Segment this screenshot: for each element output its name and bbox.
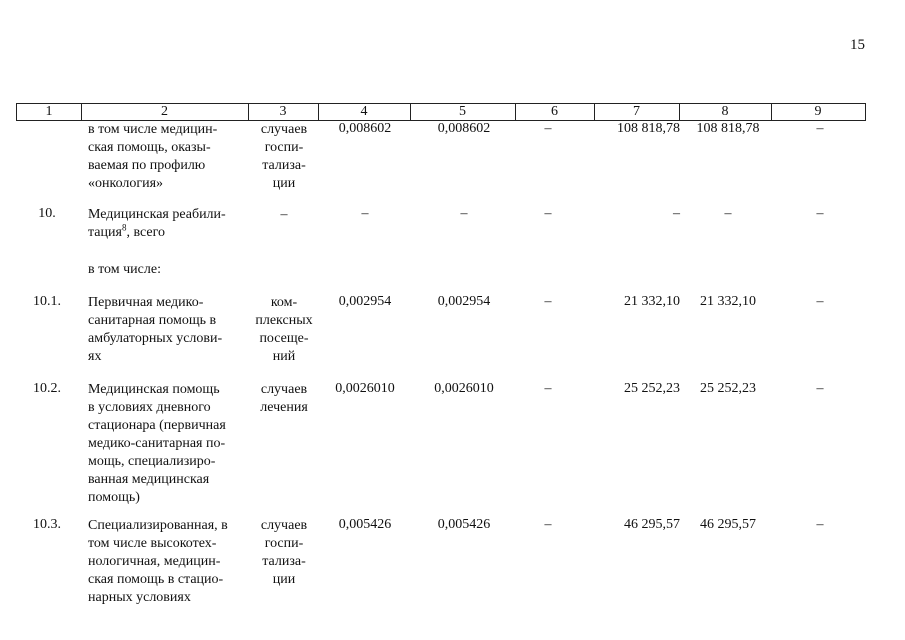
value-col-8: –	[724, 206, 732, 221]
value-col-9: –	[816, 294, 824, 309]
header-cell: 2	[161, 104, 168, 119]
value-col-6: –	[544, 517, 552, 532]
value-col-9: –	[816, 121, 824, 136]
table-header-row	[17, 103, 866, 121]
row-number: 10.1.	[33, 294, 61, 309]
value-col-6: –	[544, 381, 552, 396]
unit-of-measure: случаев госпи- тализа- ции	[260, 122, 308, 191]
value-col-5: 0,005426	[437, 517, 491, 532]
service-name: Медицинская реабили- тация$^8$, всего	[88, 207, 226, 240]
value-col-6: –	[544, 206, 552, 221]
value-col-5: –	[460, 206, 468, 221]
value-col-6: –	[544, 121, 552, 136]
row-number: 10.3.	[33, 517, 61, 532]
value-col-4: 0,005426	[338, 517, 392, 532]
value-col-8: 108 818,78	[696, 121, 760, 136]
service-name: в том числе медицин- ская помощь, оказы- ваемая по профилю «онкология»	[88, 122, 218, 191]
service-name: Медицинская помощь в условиях дневного стационара (первичная медико-санитарная по- мощь, специализиро- ванная медицинская помощь)	[88, 382, 226, 505]
header-cell: 3	[279, 104, 287, 119]
value-col-4: –	[361, 206, 369, 221]
value-col-8: 46 295,57	[700, 517, 756, 532]
value-col-6: –	[544, 294, 552, 309]
unit-of-measure: случаев лечения	[260, 382, 308, 415]
value-col-9: –	[816, 517, 824, 532]
unit-of-measure: случаев госпи- тализа- ции	[260, 518, 308, 587]
header-cell: 5	[459, 104, 466, 119]
value-col-5: 0,0026010	[434, 381, 494, 396]
footnote-mark: 8	[121, 222, 127, 233]
value-col-7: 108 818,78	[617, 121, 680, 136]
value-col-5: 0,002954	[437, 294, 491, 309]
value-col-9: –	[816, 206, 824, 221]
subheading: в том числе:	[88, 262, 161, 277]
value-col-9: –	[816, 381, 824, 396]
header-cell: 8	[721, 104, 729, 119]
header-cell: 7	[633, 104, 640, 119]
value-col-4: 0,002954	[338, 294, 392, 309]
header-cell: 6	[551, 104, 558, 119]
value-col-4: 0,008602	[338, 121, 392, 136]
header-cell: 9	[814, 104, 822, 119]
header-cell: 4	[360, 104, 368, 119]
unit-of-measure: ком- плексных посеще- ний	[255, 295, 313, 364]
service-name: Первичная медико- санитарная помощь в амбулаторных услови- ях	[88, 295, 223, 364]
page-number: 15	[850, 37, 865, 53]
value-col-7: –	[673, 206, 680, 221]
value-col-7: 46 295,57	[624, 517, 680, 532]
header-cell: 1	[45, 104, 53, 119]
row-number: 10.	[38, 206, 56, 221]
value-col-7: 25 252,23	[624, 381, 680, 396]
unit-of-measure: –	[280, 207, 288, 222]
value-col-4: 0,0026010	[335, 381, 395, 396]
value-col-5: 0,008602	[437, 121, 491, 136]
service-name: Специализированная, в том числе высокотех- нологичная, медицин- ская помощь в стацио- нарных условиях	[88, 518, 228, 605]
value-col-8: 25 252,23	[700, 381, 756, 396]
value-col-7: 21 332,10	[624, 294, 680, 309]
value-col-8: 21 332,10	[700, 294, 756, 309]
column-divider	[865, 103, 866, 121]
row-number: 10.2.	[33, 381, 61, 396]
